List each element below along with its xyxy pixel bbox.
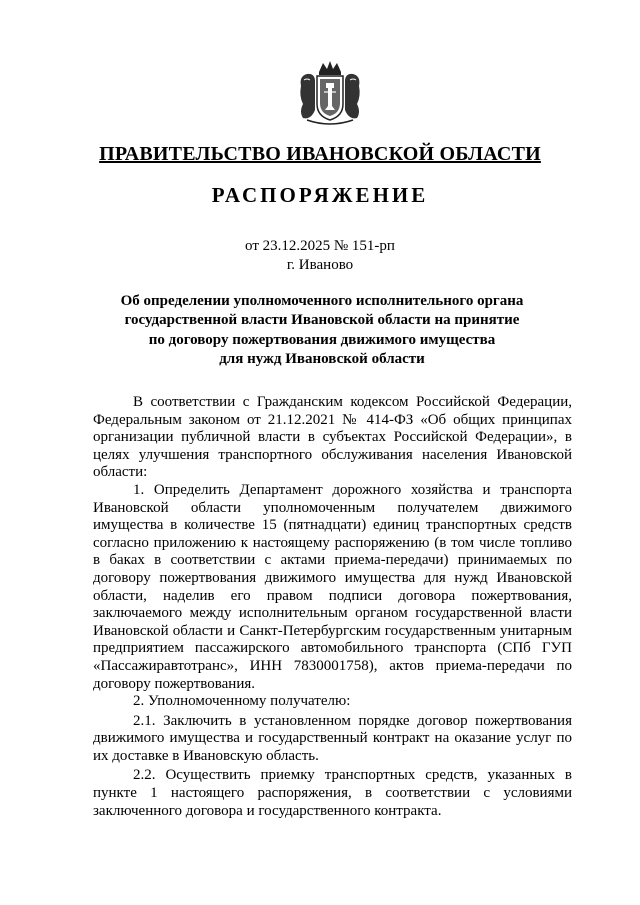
document-date-number: от 23.12.2025 № 151-рп bbox=[245, 238, 395, 254]
document-body bbox=[93, 394, 572, 820]
document-title bbox=[92, 292, 552, 369]
paragraph-preamble: В соответствии с Гражданским кодексом Российской Федерации, Федеральным законом от 21.12.2021 № 414-ФЗ «Об общих принципах организации публичной власти в субъектах Российской Федерации», в целях улучшения транспортного обслуживания населения Ивановской области: bbox=[93, 394, 572, 481]
document-type-heading: РАСПОРЯЖЕНИЕ bbox=[211, 183, 429, 207]
title-line: государственной власти Ивановской области на принятие bbox=[124, 312, 520, 329]
paragraph-item-1: 1. Определить Департамент дорожного хозяйства и транспорта Ивановской области уполномоченным получателем движимого имущества в количестве 15 (пятнадцати) единиц транспортных средств согласно приложению к настоящему распоряжению (в том числе топливо в баках в соответствии с актами приема-передачи) принимаемых по договору пожертвования движимого имущества для нужд Ивановской области, наделив его правом подписи договора пожертвования, заключаемого между исполнительным органом государственной власти Ивановской области и Санкт-Петербургским государственным унитарным предприятием пассажирского автомобильного транспорта (СПб ГУП «Пассажиравтотранс», ИНН 7830001758), актов приема-передачи по договору пожертвования. bbox=[93, 481, 572, 692]
title-line: Об определении уполномоченного исполнительного органа bbox=[120, 293, 524, 309]
organization-heading: ПРАВИТЕЛЬСТВО ИВАНОВСКОЙ ОБЛАСТИ bbox=[99, 143, 541, 165]
title-line: по договору пожертвования движимого имущества bbox=[148, 331, 496, 348]
paragraph-item-2-2: 2.2. Осуществить приемку транспортных средств, указанных в пункте 1 настоящего распоряжения, в соответствии с условиями заключенного договора и государственного контракта. bbox=[93, 767, 572, 819]
paragraph-item-2-1: 2.1. Заключить в установленном порядке договор пожертвования движимого имущества и государственный контракт на оказание услуг по их доставке в Ивановскую область. bbox=[93, 712, 572, 764]
coat-of-arms-icon bbox=[297, 58, 363, 126]
title-line: для нужд Ивановской области bbox=[219, 350, 425, 367]
document-city: г. Иваново bbox=[286, 257, 354, 273]
paragraph-item-2: 2. Уполномоченному получателю: bbox=[133, 693, 351, 710]
